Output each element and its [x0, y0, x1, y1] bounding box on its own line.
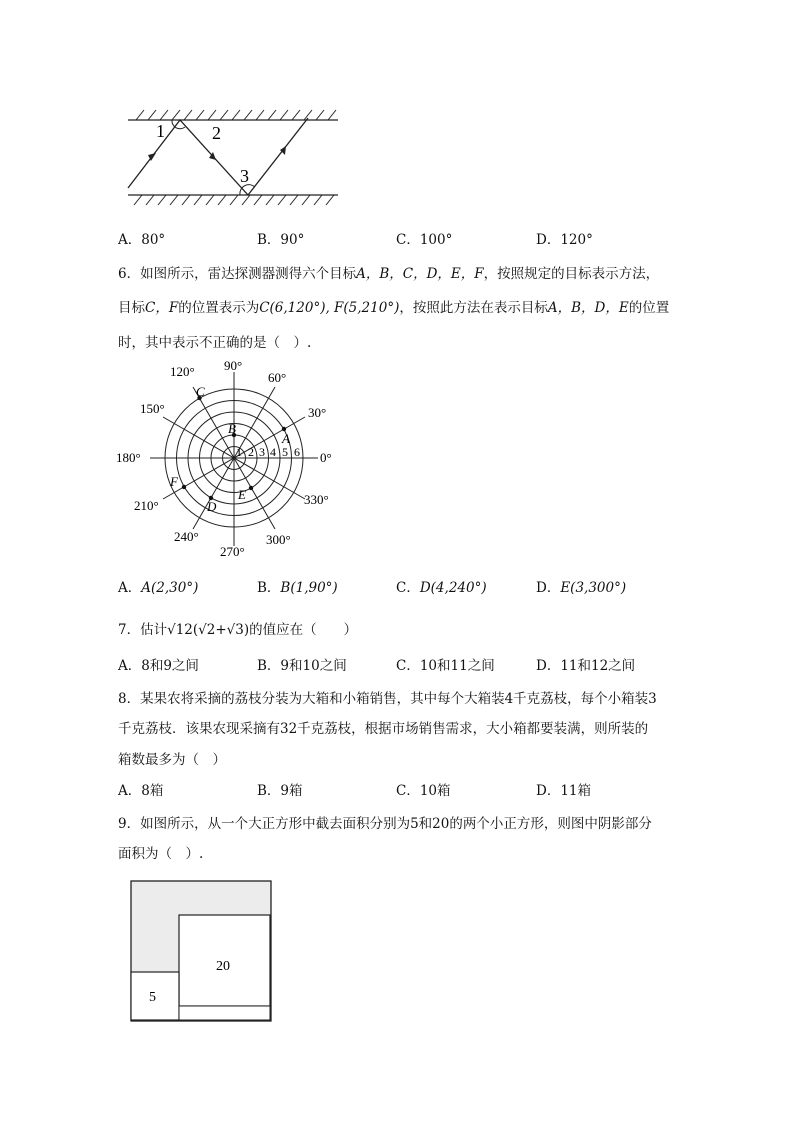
- q5-option-b[interactable]: B．90°: [257, 232, 305, 248]
- q8-line-2: 千克荔枝．该果农现采摘有32千克荔枝，根据市场销售需求，大小箱都要装满，则所装的: [118, 721, 649, 737]
- q8-option-b[interactable]: B．9箱: [257, 783, 303, 799]
- ring-label-1: 1: [236, 445, 242, 459]
- point-b-label: B: [228, 421, 236, 436]
- angle-90: 90°: [224, 358, 243, 373]
- q9-line-2: 面积为（ ）.: [118, 846, 204, 862]
- q6-options: [118, 576, 718, 596]
- angle-180: 180°: [116, 450, 141, 465]
- ring-label-3: 3: [259, 445, 265, 459]
- q8-options: [118, 779, 718, 799]
- q6-option-d[interactable]: D．E(3,300°): [536, 580, 627, 596]
- q6-option-a[interactable]: A．A(2,30°): [118, 580, 199, 596]
- angle-210: 210°: [134, 498, 159, 513]
- small-square-label: 5: [149, 990, 156, 1005]
- q7-option-d[interactable]: D．11和12之间: [536, 658, 636, 674]
- angle-label-1: 1: [156, 121, 165, 141]
- q6-line-1: 6．如图所示，雷达探测器测得六个目标A，B，C，D，E，F，按照规定的目标表示方法，: [118, 266, 660, 282]
- q6-option-c[interactable]: C．D(4,240°): [396, 580, 487, 596]
- ring-label-4: 4: [270, 445, 276, 459]
- point-a-label: A: [282, 431, 290, 446]
- point-e-label: E: [238, 487, 246, 502]
- angle-300: 300°: [266, 532, 291, 547]
- q9-line-1: 9．如图所示，从一个大正方形中截去面积分别为5和20的两个小正方形，则图中阴影部分: [118, 816, 652, 832]
- q8-line-3: 箱数最多为（ ）: [118, 752, 226, 768]
- angle-240: 240°: [174, 529, 199, 544]
- angle-60: 60°: [268, 370, 287, 385]
- point-f-label: F: [170, 474, 178, 489]
- angle-0: 0°: [320, 450, 332, 465]
- q7-option-c[interactable]: C．10和11之间: [396, 658, 495, 674]
- radar-figure: [112, 358, 352, 563]
- angle-120: 120°: [170, 364, 195, 379]
- q5-option-d[interactable]: D．120°: [536, 232, 593, 248]
- reflection-figure: [118, 100, 348, 210]
- angle-30: 30°: [308, 405, 327, 420]
- point-c-label: C: [196, 384, 205, 399]
- q8-option-c[interactable]: C．10箱: [396, 783, 451, 799]
- angle-150: 150°: [140, 401, 165, 416]
- point-d-label: D: [207, 499, 217, 514]
- angle-330: 330°: [304, 492, 329, 507]
- q5-option-c[interactable]: C．100°: [396, 232, 453, 248]
- angle-label-3: 3: [240, 166, 249, 186]
- q5-options: [118, 228, 718, 248]
- q6-line-3: 时，其中表示不正确的是（ ）.: [118, 335, 312, 351]
- q7-option-b[interactable]: B．9和10之间: [257, 658, 347, 674]
- q7-options: [118, 654, 718, 674]
- large-square-label: 20: [216, 959, 230, 974]
- point-e: [249, 486, 253, 490]
- q5-option-a[interactable]: A．80°: [118, 232, 166, 248]
- ring-label-5: 5: [282, 445, 288, 459]
- angle-270: 270°: [220, 544, 245, 559]
- q8-option-a[interactable]: A．8箱: [118, 783, 164, 799]
- q7-line: 7．估计√12(√2+√3)的值应在（ ）: [118, 622, 358, 638]
- ring-label-6: 6: [294, 445, 300, 459]
- angle-label-2: 2: [212, 123, 221, 143]
- q7-expression: √12(√2+√3): [167, 622, 250, 638]
- ring-label-2: 2: [248, 445, 254, 459]
- q6-line-2: 目标C，F的位置表示为C(6,120°), F(5,210°)，按照此方法在表示目标A，B，D，E的位置: [118, 300, 670, 316]
- q6-option-b[interactable]: B．B(1,90°): [257, 580, 338, 596]
- point-f: [182, 485, 186, 489]
- q8-option-d[interactable]: D．11箱: [536, 783, 592, 799]
- squares-figure: [130, 880, 274, 1024]
- q7-option-a[interactable]: A．8和9之间: [118, 658, 199, 674]
- q8-line-1: 8．某果农将采摘的荔枝分装为大箱和小箱销售，其中每个大箱装4千克荔枝，每个小箱装3: [118, 691, 657, 707]
